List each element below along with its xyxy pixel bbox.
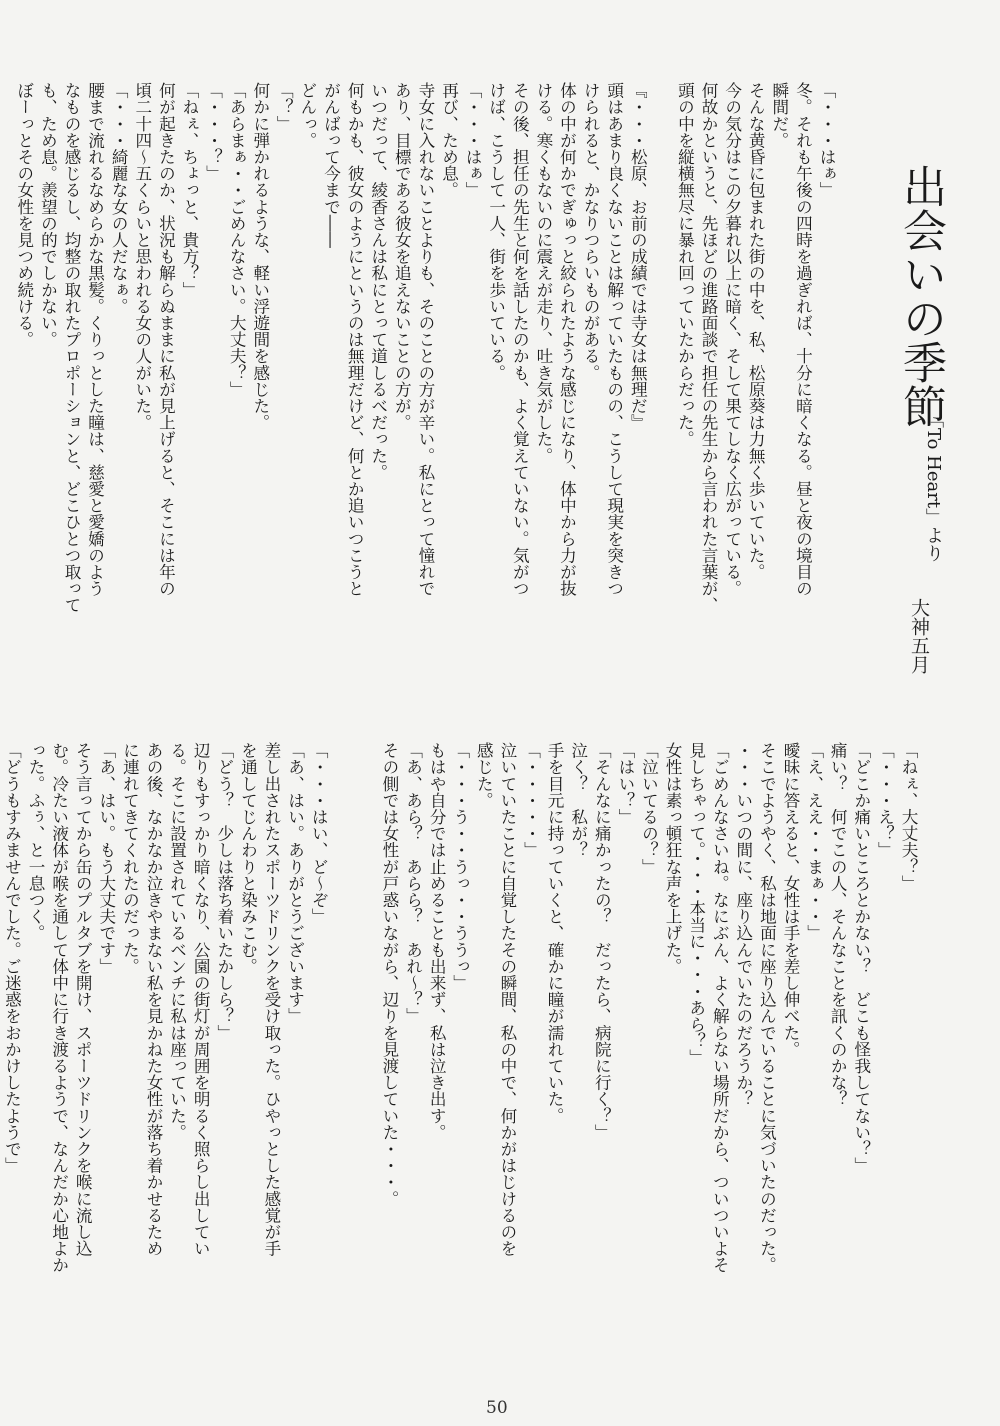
text-line: 「・・・・・」 (521, 742, 541, 859)
text-line: 頭の中を縦横無尽に暴れ回っていたからだった。 (675, 82, 695, 448)
text-line: 「・・・綺麗な女の人だなぁ。 (109, 82, 129, 315)
text-line: けられると、かなりつらいものがある。 (581, 82, 601, 381)
story-title: 出会いの季節 (895, 164, 946, 428)
text-line: 曖昧に答えると、女性は手を差し伸べた。 (781, 742, 801, 1058)
text-line: 頃二十四～五くらいと思われる女の人がいた。 (132, 82, 152, 431)
text-line: 「あらまぁ・・ごめんなさい。大丈夫？」 (227, 82, 247, 398)
text-line (330, 742, 354, 1273)
text-line: 「ねぇ、ちょっと、貴方？」 (179, 82, 199, 298)
text-line: った。ふぅ、と一息つく。 (26, 742, 46, 942)
text-line: もはや自分では止めることも出来ず、私は泣き出す。 (427, 742, 447, 1141)
text-line: 冬。それも午後の四時を過ぎれば、十分に暗くなる。昼と夜の境目の (793, 82, 813, 597)
text-line: も、ため息。羨望の的でしかない。 (38, 82, 58, 348)
text-line: 「・・・はい、ど～ぞ」 (309, 742, 329, 925)
text-line: 「あ、あら？ あらら？ あれ～？」 (403, 742, 423, 1025)
text-line: 「あ、はい。ありがとうございます」 (285, 742, 305, 1025)
text-line: 「・・・え？」 (875, 742, 895, 859)
text-line: 「ごめんなさいね。なにぶん、よく解らない場所だから、ついついよそ (710, 742, 730, 1274)
text-line: 何もかも、彼女のようにというのは無理だけど、何とか追いつこうと (345, 82, 365, 597)
text-line: 差し出されたスポーツドリンクを受け取った。ひやっとした感覚が手 (261, 742, 281, 1257)
text-line: 辺りもすっかり暗くなり、公園の街灯が周囲を明るく照らし出してい (191, 742, 211, 1257)
text-line: 寺女に入れないことよりも、そのことの方が辛い。私にとって憧れで (415, 82, 435, 597)
text-line: 痛い？ 何でこの人、そんなことを訊くのかな？ (828, 742, 848, 1108)
text-line: 「どうもすみませんでした。ご迷惑をおかけしたようで」 (2, 742, 22, 1174)
text-line: む。冷たい液体が喉を通して体中に行き渡るようで、なんだか心地よか (49, 742, 69, 1274)
text-line: 何故かというと、先ほどの進路面談で担任の先生から言われた言葉が、 (699, 82, 719, 614)
text-line (354, 742, 378, 1273)
text-line: ぼーっとその女性を見つめ続ける。 (14, 82, 34, 348)
text-line: 『・・・松原、お前の成績では寺女は無理だ』 (628, 82, 648, 431)
text-line: 女性は素っ頓狂な声を上げた。 (663, 742, 683, 975)
text-line: 泣く？ 私が？ (568, 742, 588, 859)
text-line: 腰まで流れるなめらかな黒髪。くりっとした瞳は、慈愛と愛嬌のよう (85, 82, 105, 597)
text-line: 「え、ええ・・まぁ・・」 (804, 742, 824, 942)
text-line: 「どこか痛いところとかない？ どこも怪我してない？」 (851, 742, 871, 1174)
text-line: 手を目元に持っていくと、確かに瞳が濡れていた。 (545, 742, 565, 1124)
page-number: 50 (486, 1398, 508, 1418)
text-line: 「・・・？」 (203, 82, 223, 182)
lower-text-block (0, 742, 920, 1273)
text-line: 泣いていたことに自覚したその瞬間、私の中で、何かがはじけるのを (497, 742, 517, 1257)
text-line: がんばって今まで―― (321, 82, 341, 248)
story-subtitle: 「To Heart」より (923, 410, 944, 563)
text-line: 「あ、はい。もう大丈夫です」 (96, 742, 116, 975)
text-line: あり、目標である彼女を追えないことの方が。 (392, 82, 412, 431)
text-line: いつだって、綾香さんは私にとって道しるべだった。 (368, 82, 388, 481)
text-line: 何かに弾かれるような、軽い浮遊間を感じた。 (250, 82, 270, 431)
text-line: ける。寒くもないのに震えが走り、吐き気がした。 (533, 82, 553, 464)
text-line: 「・・・う・・うっ・・ううっ」 (450, 742, 470, 991)
text-line: あの後、なかなか泣きやまない私を見かねた女性が落ち着かせるため (144, 742, 163, 1257)
text-line: なものを感じるし、均整の取れたプロポーションと、どこひとつ取って (62, 82, 81, 614)
text-line: 「はい？」 (615, 742, 635, 825)
text-line: 「？」 (274, 82, 294, 132)
text-line: そんな黄昏に包まれた街の中を、私、松原葵は力無く歩いていた。 (746, 82, 766, 580)
text-line: 感じた。 (474, 742, 494, 809)
text-line: 瞬間だ。 (769, 82, 789, 149)
text-line: 何が起きたのか、状況も解らぬままに私が見上げると、そこには年の (156, 82, 176, 597)
text-line: に連れてきてくれたのだった。 (120, 742, 140, 975)
text-line (649, 82, 673, 613)
text-line: 頭はあまり良くないことは解っていたものの、こうして現実を突きつ (604, 82, 624, 597)
text-line: その側では女性が戸惑いながら、辺りを見渡していた・・・。 (379, 742, 399, 1207)
text-line: どんっ。 (297, 82, 317, 149)
author-name: 大神五月 (908, 598, 930, 674)
text-line: を通してじんわりと染みこむ。 (238, 742, 258, 975)
text-line: 「・・・はぁ」 (463, 82, 483, 199)
upper-text-block (12, 82, 838, 613)
text-line: 体の中が何かでぎゅっと絞られたような感じになり、体中から力が抜 (557, 82, 577, 597)
text-line: 見しちゃって。・・・本当に・・・あら？」 (686, 742, 706, 1066)
text-line: ・・・いつの間に、座り込んでいたのだろうか？ (733, 742, 753, 1108)
text-line: けば、こうして一人、街を歩いている。 (486, 82, 506, 381)
text-line: 「泣いてるの？」 (639, 742, 659, 875)
text-line: る。そこに設置されているベンチに私は座っていた。 (167, 742, 187, 1141)
text-line: 「・・・はぁ」 (817, 82, 836, 199)
text-line: 「そんなに痛かったの？ だったら、病院に行く？」 (592, 742, 612, 1141)
text-line: その後、担任の先生と何を話したのかも、よく覚えていない。気がつ (510, 82, 530, 597)
text-line: 今の気分はこの夕暮れ以上に暗く、そして果てしなく広がっている。 (722, 82, 742, 597)
text-line: 「ねぇ、大丈夫？」 (899, 742, 918, 892)
text-line: そこでようやく、私は地面に座り込んでいることに気づいたのだった。 (757, 742, 777, 1274)
text-line: 再び、ため息。 (439, 82, 459, 199)
text-line: そう言ってから缶のプルタブを開け、スポーツドリンクを喉に流し込 (73, 742, 93, 1257)
text-line: 「どう？ 少しは落ち着いたかしら？」 (214, 742, 234, 1041)
